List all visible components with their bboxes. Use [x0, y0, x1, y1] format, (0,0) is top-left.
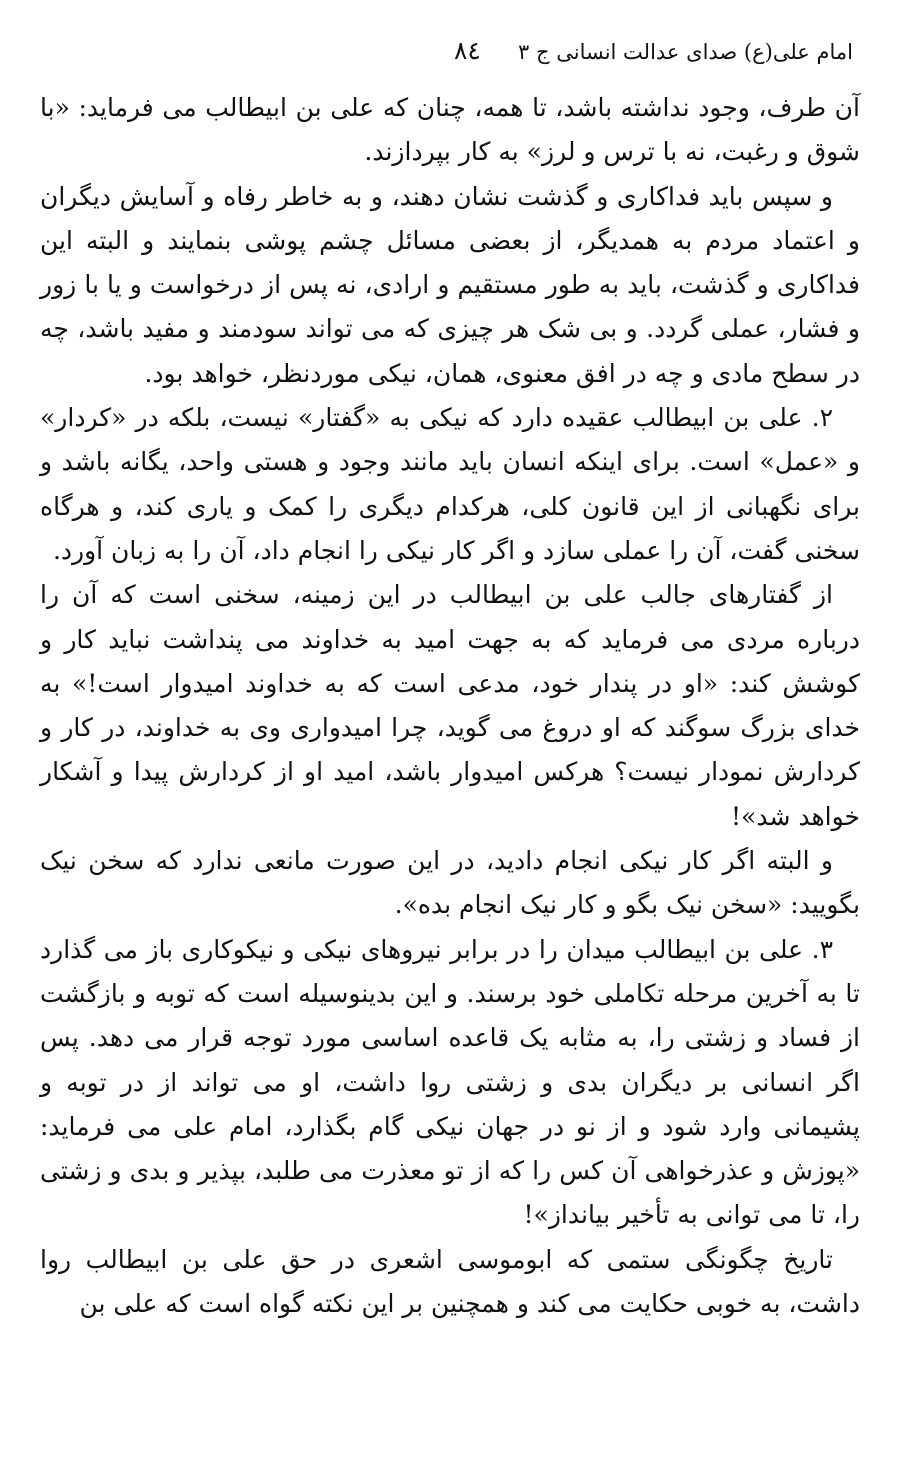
paragraph-4: از گفتارهای جالب علی بن ابیطالب در این زمینه، سخنی است که آن را درباره مردی می فرماید که به جهت امید به خداوند می پنداشت نباید کار و کوشش کند: «او در پندار خود، مدعی است که به خداوند امیدوار است!» به خدای بزرگ سوگند که او دروغ می گوید، چرا امیدواری وی به خداوند، در کار و کردارش نمودار نیست؟ هرکس امیدوار باشد، امید او از کردارش پیدا و آشکار خواهد شد»!	[40, 580, 860, 831]
page-number: ٨٤	[454, 36, 481, 65]
paragraph-1: آن طرف، وجود نداشته باشد، تا همه، چنان که علی بن ابیطالب می فرماید: «با شوق و رغبت، نه با ترس و لرز» به کار بپردازند.	[40, 93, 860, 167]
body-text	[40, 86, 860, 1326]
paragraph-5: و البته اگر کار نیکی انجام دادید، در این صورت مانعی ندارد که سخن نیک بگویید: «سخن نیک بگو و کار نیک انجام بده».	[40, 846, 860, 920]
paragraph-7: تاریخ چگونگی ستمی که ابوموسی اشعری در حق علی بن ابیطالب روا داشت، به خوبی حکایت می کند و همچنین بر این نکته گواه است که علی بن	[40, 1244, 860, 1319]
page-header	[40, 36, 860, 86]
paragraph-6: ۳. علی بن ابیطالب میدان را در برابر نیروهای نیکی و نیکوکاری باز می گذارد تا به آخرین مرحله تکاملی خود برسند. و این بدینوسیله است که توبه و بازگشت از فساد و زشتی را، به مثابه یک قاعده اساسی مورد توجه قرار می دهد. پس اگر انسانی بر دیگران بدی و زشتی روا داشت، او می تواند از در توبه و پشیمانی وارد شود و از نو در جهان نیکی گام بگذارد، امام علی می فرماید: «پوزش و عذرخواهی آن کس را که از تو معذرت می طلبد، بپذیر و بدی و زشتی را، تا می توانی به تأخیر بیانداز»!	[40, 934, 860, 1230]
paragraph-2: و سپس باید فداکاری و گذشت نشان دهند، و به خاطر رفاه و آسایش دیگران و اعتماد مردم به همدیگر، از بعضی مسائل چشم پوشی بنمایند و البته این فداکاری و گذشت، باید به طور مستقیم و ارادی، نه پس از درخواست و یا با زور و فشار، عملی گردد. و بی شک هر چیزی که می تواند سودمند و مفید باشد، چه در سطح مادی و چه در افق معنوی، همان، نیکی موردنظر، خواهد بود.	[40, 181, 860, 388]
paragraph-3: ۲. علی بن ابیطالب عقیده دارد که نیکی به «گفتار» نیست، بلکه در «کردار» و «عمل» است. برای اینکه انسان باید مانند وجود و هستی واحد، یگانه باشد و برای نگهبانی از این قانون کلی، هرکدام دیگری را کمک و یاری کند، و هرگاه سخنی گفت، آن را عملی سازد و اگر کار نیکی را انجام داد، آن را به زبان آورد.	[40, 403, 860, 565]
running-title: امام علی(ع) صدای عدالت انسانی ج ۳	[518, 40, 853, 64]
